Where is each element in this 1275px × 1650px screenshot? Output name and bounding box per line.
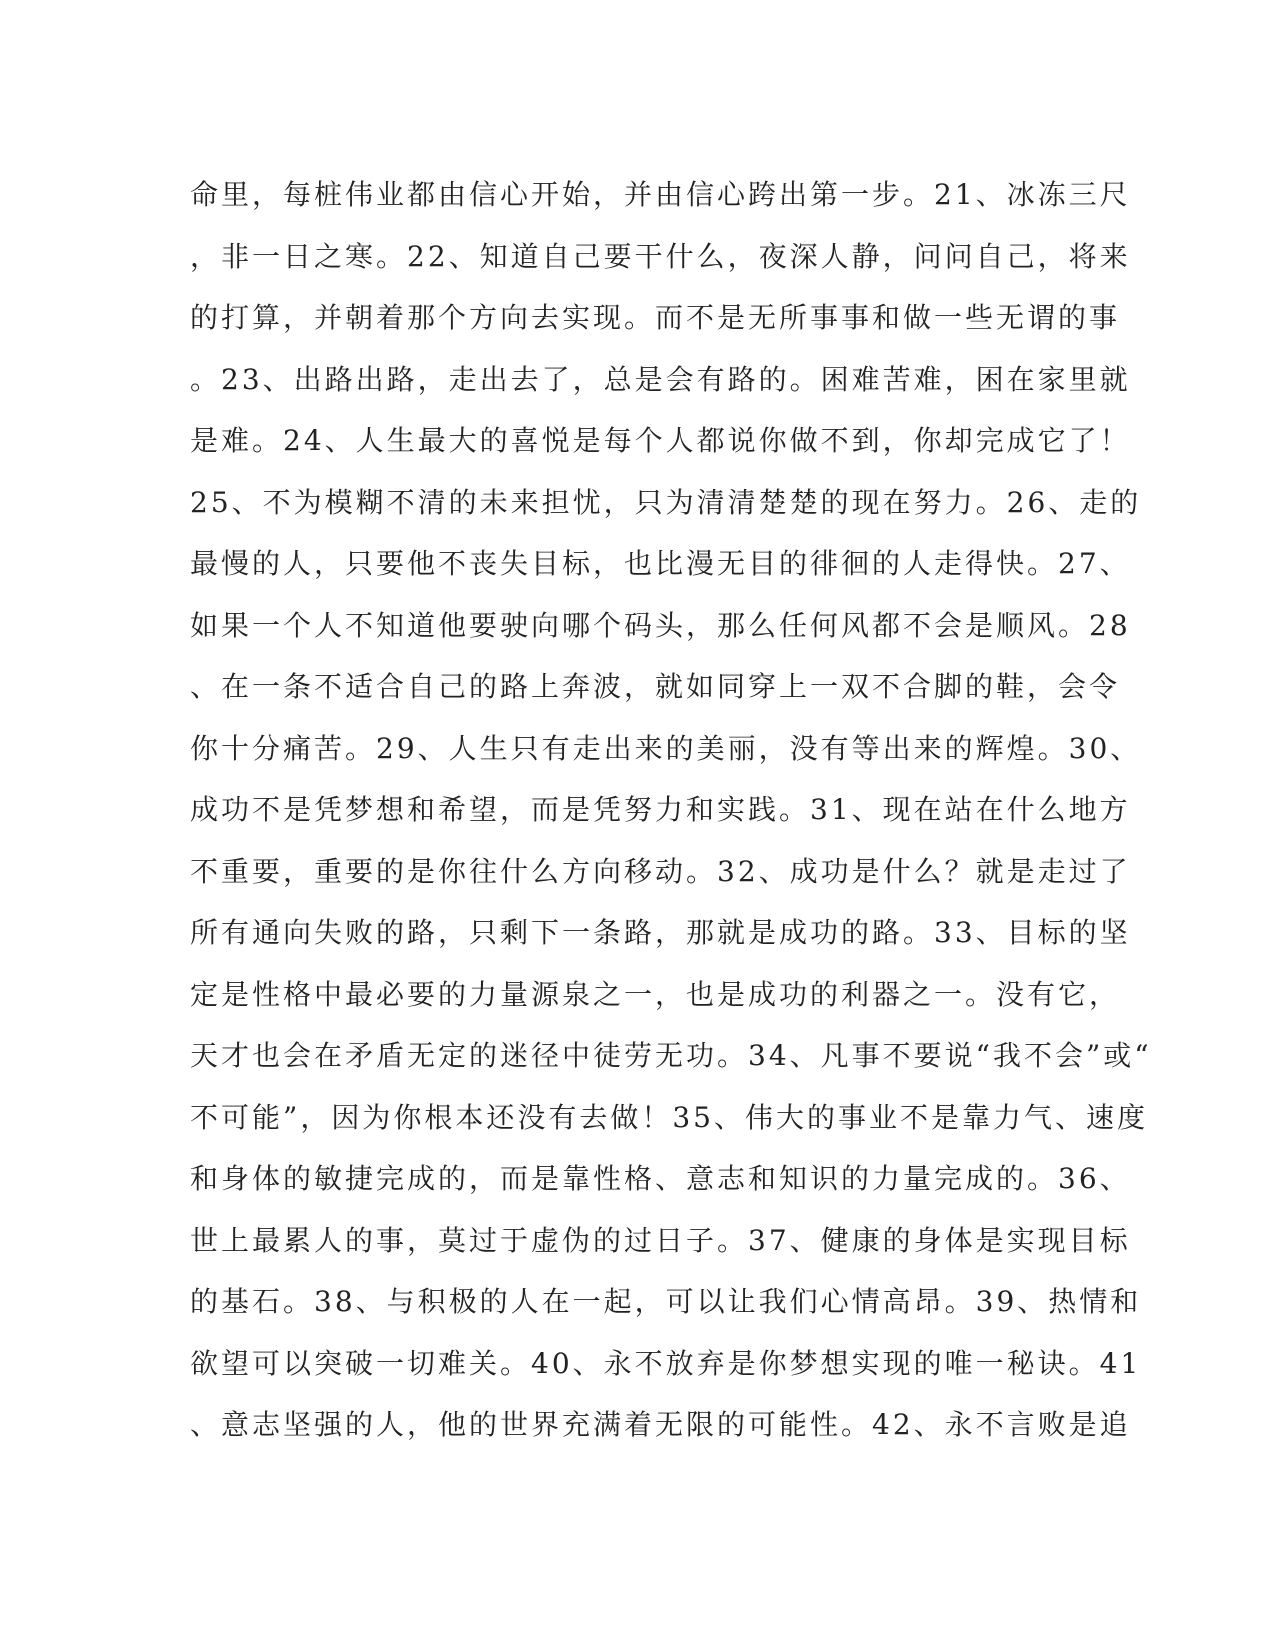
text-line: 定是性格中最必要的力量源泉之一，也是成功的利器之一。没有它， bbox=[190, 977, 1121, 1011]
text-line: 、意志坚强的人，他的世界充满着无限的可能性。42、永不言败是追 bbox=[190, 1408, 1131, 1441]
text-line: 、在一条不适合自己的路上奔波，就如同穿上一双不合脚的鞋，会令 bbox=[190, 670, 1121, 703]
text-line: 是难。24、人生最大的喜悦是每个人都说你做不到，你却完成它了！ bbox=[190, 424, 1131, 457]
text-line: 欲望可以突破一切难关。40、永不放弃是你梦想实现的唯一秘诀。41 bbox=[190, 1346, 1142, 1380]
text-line: 成功不是凭梦想和希望，而是凭努力和实践。31、现在站在什么地方 bbox=[190, 793, 1131, 826]
text-line: 25、不为模糊不清的未来担忧，只为清清楚楚的现在努力。26、走的 bbox=[190, 485, 1142, 519]
text-line: 你十分痛苦。29、人生只有走出来的美丽，没有等出来的辉煌。30、 bbox=[190, 731, 1142, 765]
text-line: 命里，每桩伟业都由信心开始，并由信心跨出第一步。21、冰冻三尺 bbox=[190, 178, 1131, 211]
text-line: 世上最累人的事，莫过于虚伪的过日子。37、健康的身体是实现目标 bbox=[190, 1223, 1131, 1257]
text-line: 和身体的敏捷完成的，而是靠性格、意志和知识的力量完成的。36、 bbox=[190, 1162, 1131, 1195]
text-line: 天才也会在矛盾无定的迷径中徒劳无功。34、凡事不要说“我不会”或“ bbox=[190, 1039, 1152, 1072]
text-line: 最慢的人，只要他不丧失目标，也比漫无目的徘徊的人走得快。27、 bbox=[190, 547, 1131, 580]
text-line: 所有通向失败的路，只剩下一条路，那就是成功的路。33、目标的坚 bbox=[190, 916, 1131, 949]
text-line: ，非一日之寒。22、知道自己要干什么，夜深人静，问问自己，将来 bbox=[190, 239, 1131, 273]
text-line: 。23、出路出路，走出去了，总是会有路的。困难苦难，困在家里就 bbox=[190, 362, 1131, 396]
text-line: 的基石。38、与积极的人在一起，可以让我们心情高昂。39、热情和 bbox=[190, 1285, 1142, 1318]
text-line: 如果一个人不知道他要驶向哪个码头，那么任何风都不会是顺风。28 bbox=[190, 608, 1131, 642]
body-text bbox=[190, 164, 1152, 1456]
text-line: 不重要，重要的是你往什么方向移动。32、成功是什么？就是走过了 bbox=[190, 854, 1131, 888]
text-line: 的打算，并朝着那个方向去实现。而不是无所事事和做一些无谓的事 bbox=[190, 301, 1121, 334]
text-line: 不可能”，因为你根本还没有去做！35、伟大的事业不是靠力气、速度 bbox=[190, 1100, 1148, 1134]
